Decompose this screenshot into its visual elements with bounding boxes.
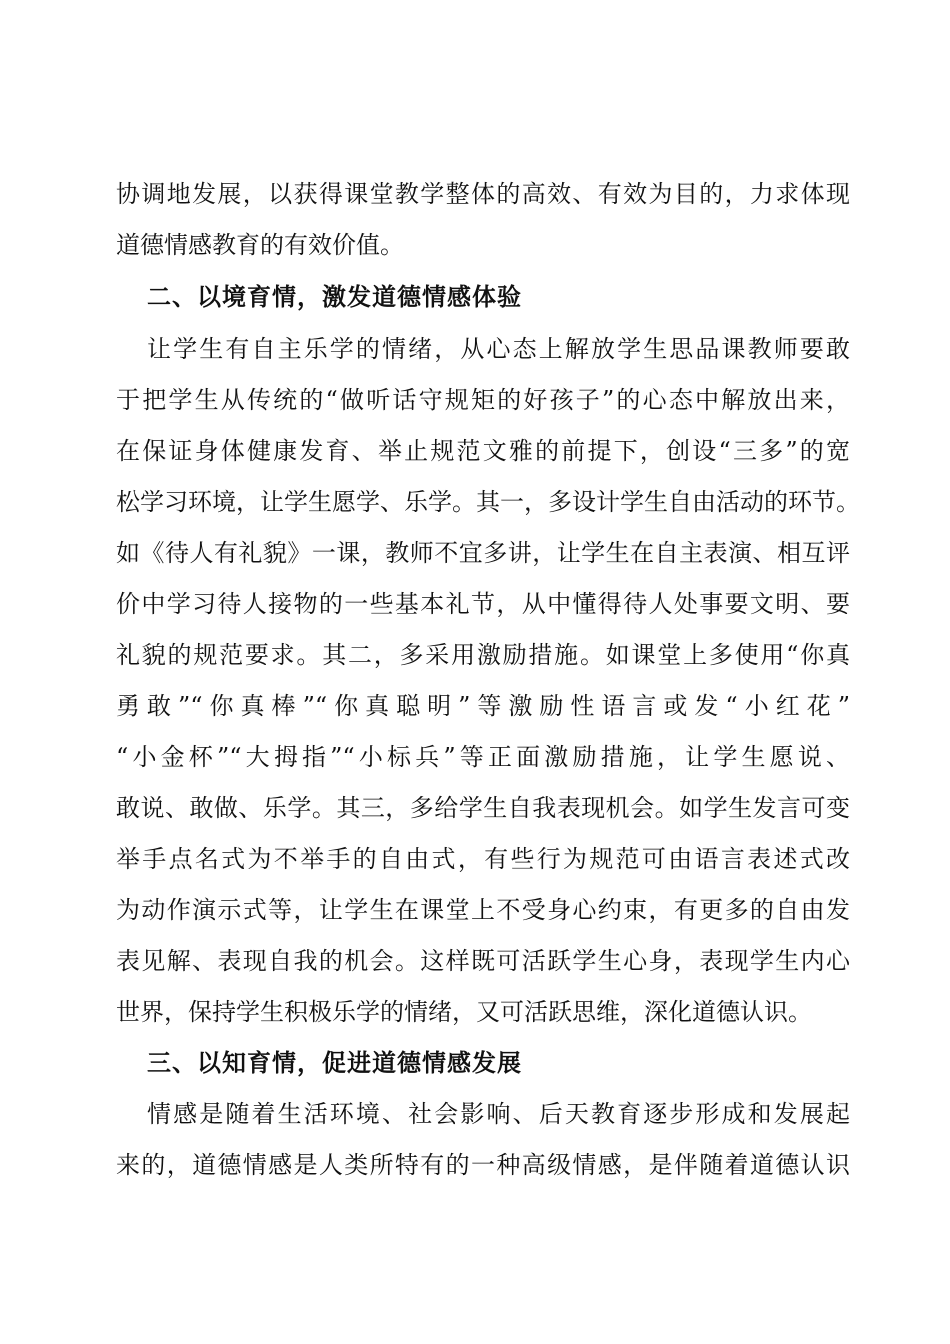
section-heading: 三、以知育情，促进道德情感发展 (147, 1048, 522, 1077)
text-line: 道德情感教育的有效价值。 (116, 231, 404, 259)
text-line: 如《待人有礼貌》一课，教师不宜多讲，让学生在自主表演、相互评 (116, 539, 850, 567)
section-heading: 二、以境育情，激发道德情感体验 (147, 282, 522, 311)
text-line: 让学生有自主乐学的情绪，从心态上解放学生思品课教师要敢 (147, 335, 850, 363)
text-line: 表见解、表现自我的机会。这样既可活跃学生心身，表现学生内心 (116, 947, 850, 975)
text-line: 礼貌的规范要求。其二，多采用激励措施。如课堂上多使用“你真 (116, 641, 850, 669)
text-line: 来的，道德情感是人类所特有的一种高级情感，是伴随着道德认识 (116, 1151, 850, 1179)
text-line: 举手点名式为不举手的自由式，有些行为规范可由语言表述式改 (116, 845, 850, 873)
text-line: 协调地发展，以获得课堂教学整体的高效、有效为目的，力求体现 (116, 180, 850, 208)
text-line: 勇敢”“你真棒”“你真聪明”等激励性语言或发“小红花” (116, 692, 850, 720)
text-line: 情感是随着生活环境、社会影响、后天教育逐步形成和发展起 (147, 1100, 850, 1128)
text-line: 松学习环境，让学生愿学、乐学。其一，多设计学生自由活动的环节。 (116, 488, 860, 516)
text-line: 敢说、敢做、乐学。其三，多给学生自我表现机会。如学生发言可变 (116, 794, 850, 822)
text-line: 价中学习待人接物的一些基本礼节，从中懂得待人处事要文明、要 (116, 590, 850, 618)
text-line: 在保证身体健康发育、举止规范文雅的前提下，创设“三多”的宽 (116, 437, 850, 465)
text-line: 为动作演示式等，让学生在课堂上不受身心约束，有更多的自由发 (116, 896, 850, 924)
text-line: “小金杯”“大拇指”“小标兵”等正面激励措施，让学生愿说、 (116, 743, 850, 771)
text-line: 于把学生从传统的“做听话守规矩的好孩子”的心态中解放出来， (116, 386, 850, 414)
text-line: 世界，保持学生积极乐学的情绪，又可活跃思维，深化道德认识。 (116, 998, 812, 1026)
